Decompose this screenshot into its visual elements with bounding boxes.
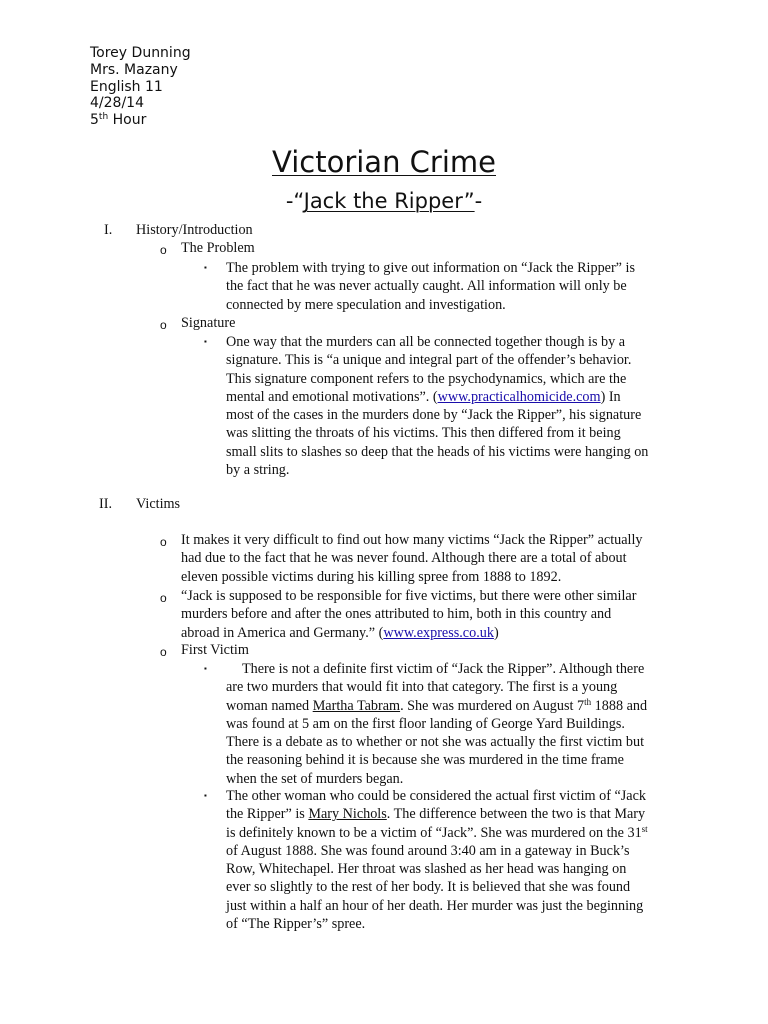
section-numeral: II. [99,496,112,512]
first-victim-paragraph-2: The other woman who could be considered the actual first victim of “Jack the Ripper” is Mary Nichols. The difference between the two is that Mary is definitely known to be a victim of “Jack”. She was murdered on the 31st of August 1888. She was found around 3:40 am in a gateway in Buck’s Row, Whitechapel. Her throat was slashed as her head was hanging on ever so slightly to the rest of her body. It is believed that she was found just within a half an hour of her death. Her murder was just the beginning of “The Ripper’s” spree. [226,788,648,933]
document-subtitle: -“Jack the Ripper”- [285,189,483,213]
square-bullet-icon: ▪ [204,791,207,800]
circle-bullet-icon: o [160,243,167,257]
express-link[interactable]: www.express.co.uk [383,624,494,641]
circle-bullet-icon: o [160,645,167,659]
course-name: English 11 [90,78,163,95]
subheading-problem: The Problem [181,240,255,256]
mary-nichols-name: Mary Nichols [308,806,387,823]
square-bullet-icon: ▪ [204,263,207,272]
circle-bullet-icon: o [160,318,167,332]
document-header [90,45,191,129]
section-heading: Victims [136,496,181,512]
victims-paragraph-2: “Jack is supposed to be responsible for five victims, but there were other similar murders before and after the ones attributed to him, both in this country and abroad in America and Germany.” (www.express.co.uk) [181,588,637,641]
circle-bullet-icon: o [160,591,167,605]
document-title: Victorian Crime [272,145,496,179]
circle-bullet-icon: o [160,535,167,549]
subheading-first-victim: First Victim [181,642,249,658]
square-bullet-icon: ▪ [204,337,207,346]
martha-tabram-name: Martha Tabram [312,697,401,714]
author-name: Torey Dunning [90,45,191,61]
signature-paragraph: One way that the murders can all be connected together though is by a signature. This is “a unique and integral part of the offender’s behavior. This signature component refers to the psychodynamics, which are the mental and emotional motivations”. (www.practicalhomicide.com) In most of the cases in the murders done by “Jack the Ripper”, his signature was slitting the throats of his victims. This then differed from it being small slits to slashes so deep that the heads of his victims were hanging on by a string. [226,334,649,479]
date: 4/28/14 [90,95,144,112]
section-heading: History/Introduction [136,222,253,238]
section-numeral: I. [104,222,113,238]
first-victim-paragraph-1: There is not a definite first victim of “Jack the Ripper”. Although there are two murders that would fit into that category. The first is a young woman named Martha Tabram. She was murdered on August 7th 1888 and was found at 5 am on the first floor landing of George Yard Buildings. There is a debate as to whether or not she was actually the first victim but the reasoning behind it is because she was murdered in the time frame when the set of murders began. [226,661,648,787]
subheading-signature: Signature [181,315,236,331]
problem-paragraph: The problem with trying to give out information on “Jack the Ripper” is the fact that he was never actually caught. All information will only be connected by mere speculation and investigation. [226,260,635,313]
practicalhomicide-link[interactable]: www.practicalhomicide.com [437,388,601,405]
teacher-name: Mrs. Mazany [90,61,178,78]
class-hour: 5th Hour [90,112,147,129]
square-bullet-icon: ▪ [204,664,207,673]
victims-paragraph-1: It makes it very difficult to find out how many victims “Jack the Ripper” actually had due to the fact that he was never found. Although there are a total of about eleven possible victims during his killing spree from 1888 to 1892. [181,532,643,585]
